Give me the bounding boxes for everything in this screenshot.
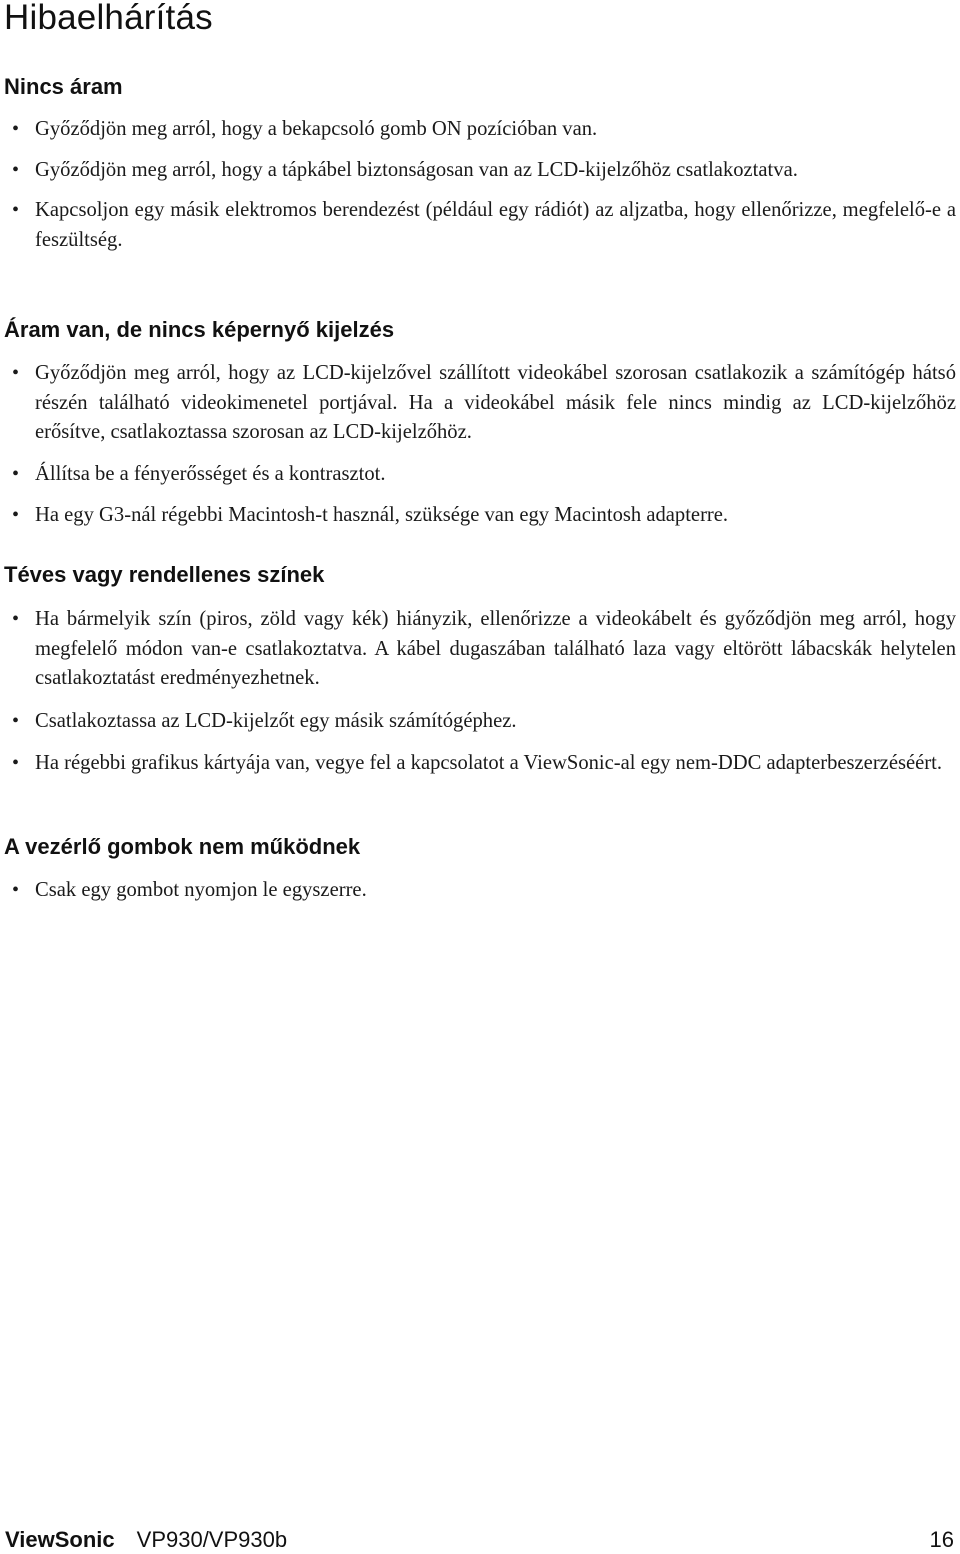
section-heading: A vezérlő gombok nem működnek (4, 834, 361, 859)
list-item (0, 156, 960, 186)
list-item (0, 460, 960, 490)
section-wrong-colors (0, 560, 960, 779)
list-item (0, 749, 960, 779)
bullet-list (0, 359, 960, 531)
list-item (0, 876, 960, 906)
list-item-text: Ha régebbi grafikus kártyája van, vegye fel a kapcsolatot a ViewSonic-al egy nem-DDC adapterbeszerzéséért. (35, 752, 942, 774)
bullet-icon: • (12, 608, 20, 630)
bullet-icon: • (12, 199, 20, 221)
section-control-buttons (0, 832, 960, 906)
bullet-list (0, 605, 960, 779)
list-item (0, 605, 960, 694)
page-footer (5, 1526, 954, 1554)
section-heading: Nincs áram (4, 74, 123, 99)
section-heading: Áram van, de nincs képernyő kijelzés (4, 317, 395, 342)
list-item (0, 501, 960, 531)
list-item (0, 707, 960, 737)
bullet-list (0, 115, 960, 255)
bullet-icon: • (12, 362, 20, 384)
page-title: Hibaelhárítás (4, 0, 213, 37)
list-item (0, 115, 960, 145)
bullet-icon: • (12, 752, 20, 774)
list-item-text: Kapcsoljon egy másik elektromos berendezést (például egy rádiót) az aljzatba, hogy ellenőrizze, megfelelő-e a feszültség. (35, 199, 956, 251)
bullet-icon: • (12, 879, 20, 901)
page-number: 16 (929, 1527, 954, 1552)
bullet-icon: • (12, 118, 20, 140)
bullet-list (0, 876, 960, 906)
bullet-icon: • (12, 709, 20, 732)
section-heading: Téves vagy rendellenes színek (4, 562, 325, 587)
footer-brand: ViewSonic (5, 1527, 115, 1552)
list-item-text: Ha egy G3-nál régebbi Macintosh-t használ, szüksége van egy Macintosh adapterre. (35, 504, 729, 526)
list-item-text: Csatlakoztassa az LCD-kijelzőt egy másik számítógéphez. (35, 709, 517, 732)
list-item-text: Állítsa be a fényerősséget és a kontrasztot. (35, 462, 386, 485)
list-item-text: Csak egy gombot nyomjon le egyszerre. (35, 879, 367, 901)
bullet-icon: • (12, 504, 20, 526)
list-item (0, 196, 960, 255)
list-item-text: Ha bármelyik szín (piros, zöld vagy kék) hiányzik, ellenőrizze a videokábelt és győződjön meg arról, hogy megfelelő módon van-e csatlakoztatva. A kábel dugaszában található laza vagy eltörött lábacskák helytelen csatlakoztatást eredményezhetnek. (35, 608, 956, 689)
list-item-text: Győződjön meg arról, hogy az LCD-kijelzővel szállított videokábel szorosan csatlakozik a számítógép hátsó részén található videokimenetel portjával. Ha a videokábel másik fele nincs mindig az LCD-kijelzőhöz erősítve, csatlakoztassa szorosan az LCD-kijelzőhöz. (35, 362, 956, 443)
bullet-icon: • (12, 462, 20, 485)
list-item (0, 359, 960, 448)
section-no-power (0, 72, 960, 255)
footer-model: VP930/VP930b (136, 1527, 288, 1552)
list-item-text: Győződjön meg arról, hogy a tápkábel biztonságosan van az LCD-kijelzőhöz csatlakoztatva. (35, 158, 798, 181)
section-power-no-display (0, 315, 960, 531)
list-item-text: Győződjön meg arról, hogy a bekapcsoló gomb ON pozícióban van. (35, 118, 598, 140)
bullet-icon: • (12, 158, 20, 181)
